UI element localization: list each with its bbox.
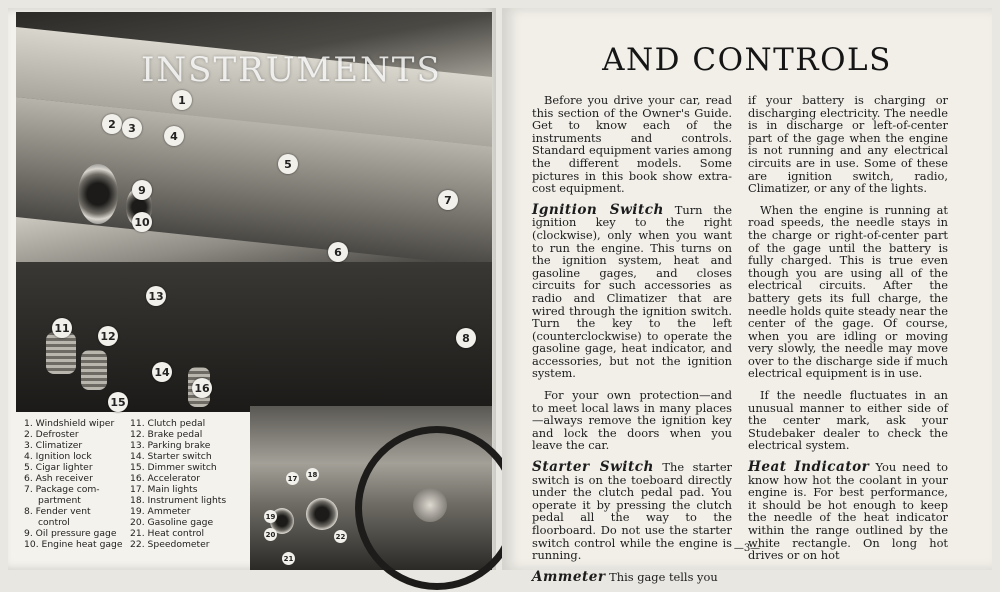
legend-item: partment bbox=[38, 495, 81, 506]
inset-callout-22: 22 bbox=[334, 530, 347, 543]
text-column-1 bbox=[532, 94, 732, 592]
right-page bbox=[502, 8, 992, 585]
legend-item: 12. Brake pedal bbox=[130, 429, 203, 440]
starter-switch-text: The starter switch is on the toeboard directly under the clutch pedal pad. You operate it by pressing the clutch pedal all the way to the floorboard. Do not use the starter switch control while the engine is running. bbox=[532, 460, 733, 563]
intro-paragraph: Before you drive your car, read this section of the Owner's Guide. Get to know each of the instruments and controls. Standard equipment varies among the different models. Some pictures in this book show extra-cost equipment. bbox=[532, 93, 732, 196]
callout-5: 5 bbox=[278, 154, 298, 174]
clutch-pedal-icon bbox=[46, 332, 76, 374]
legend-item: 21. Heat control bbox=[130, 528, 205, 539]
and-controls-title: AND CONTROLS bbox=[602, 42, 892, 78]
road-speed-paragraph: When the engine is running at road speeds, the needle stays in the charge or right-of-center part of the gage until the battery is fully charged. This is true even though you are using all of the electrical circuits. After the battery gets its full charge, the needle holds quite steady near the center of the gage. Of course, when you are idling or moving very slowly, the needle may move over to the discharge side if much electrical equipment is in use. bbox=[748, 202, 948, 381]
legend-item: 19. Ammeter bbox=[130, 506, 191, 517]
legend-column-2 bbox=[130, 418, 240, 550]
starter-switch-heading: Starter Switch bbox=[532, 459, 654, 476]
dashboard-photo bbox=[16, 12, 492, 408]
inset-callout-18: 18 bbox=[306, 468, 319, 481]
speedometer-gauge-icon bbox=[78, 164, 118, 224]
inset-callout-19: 19 bbox=[264, 510, 277, 523]
heat-indicator-heading: Heat Indicator bbox=[748, 459, 870, 476]
page-number: —3— bbox=[733, 543, 761, 554]
callout-3: 3 bbox=[122, 118, 142, 138]
legend-item: 14. Starter switch bbox=[130, 451, 212, 462]
ignition-switch-heading: Ignition Switch bbox=[532, 201, 664, 218]
inset-callout-21: 21 bbox=[282, 552, 295, 565]
legend-item: 2. Defroster bbox=[24, 429, 79, 440]
legend-item: 17. Main lights bbox=[130, 484, 198, 495]
steering-wheel-photo bbox=[250, 406, 492, 570]
legend-item: 16. Accelerator bbox=[130, 473, 201, 484]
callout-13: 13 bbox=[146, 286, 166, 306]
legend-item: 1. Windshield wiper bbox=[24, 418, 115, 429]
callout-2: 2 bbox=[102, 114, 122, 134]
instruments-title: INSTRUMENTS bbox=[141, 50, 442, 90]
callout-4: 4 bbox=[164, 126, 184, 146]
callout-1: 1 bbox=[172, 90, 192, 110]
legend-item: 9. Oil pressure gage bbox=[24, 528, 117, 539]
inset-callout-20: 20 bbox=[264, 528, 277, 541]
ammeter-paragraph bbox=[532, 568, 732, 585]
legend-item: 22. Speedometer bbox=[130, 539, 210, 550]
legend-item: 15. Dimmer switch bbox=[130, 462, 217, 473]
callout-11: 11 bbox=[52, 318, 72, 338]
ignition-switch-paragraph bbox=[532, 201, 732, 381]
ammeter-heading: Ammeter bbox=[532, 568, 606, 585]
text-column-2 bbox=[748, 94, 948, 571]
legend-item: 3. Climatizer bbox=[24, 440, 83, 451]
protection-paragraph: For your own protection—and to meet local laws in many places—always remove the ignition key and lock the doors when you leave the car. bbox=[532, 388, 732, 453]
legend-item: 20. Gasoline gage bbox=[130, 517, 214, 528]
inset-speedometer-icon bbox=[306, 498, 338, 530]
legend-column-1 bbox=[24, 418, 124, 550]
legend-item: 7. Package com- bbox=[24, 484, 100, 495]
callout-12: 12 bbox=[98, 326, 118, 346]
legend-item: 13. Parking brake bbox=[130, 440, 211, 451]
left-page bbox=[8, 8, 496, 570]
callout-14: 14 bbox=[152, 362, 172, 382]
legend-item: 10. Engine heat gage bbox=[24, 539, 123, 550]
legend-item: 4. Ignition lock bbox=[24, 451, 92, 462]
heat-indicator-text: You need to know how hot the coolant in your engine is. For best performance, it should be hot enough to keep the needle of the heat indicator within the range outlined by the white rectangle. On long hot drives or on hot bbox=[748, 460, 948, 563]
inset-callout-17: 17 bbox=[286, 472, 299, 485]
horn-button-icon bbox=[413, 488, 447, 522]
brake-pedal-icon bbox=[81, 350, 107, 390]
callout-7: 7 bbox=[438, 190, 458, 210]
legend-item: 6. Ash receiver bbox=[24, 473, 93, 484]
callout-9: 9 bbox=[132, 180, 152, 200]
legend-item: 5. Cigar lighter bbox=[24, 462, 93, 473]
ammeter-text: This gage tells you bbox=[605, 569, 718, 584]
callout-10: 10 bbox=[132, 212, 152, 232]
ammeter-continued-paragraph: if your battery is charging or discharging electricity. The needle is in discharge or left-of-center part of the gage when the engine is not running and any electrical circuits are in use. Some of these are ignition switch, radio, Climatizer, or any of the lights. bbox=[748, 93, 948, 196]
legend-item: control bbox=[38, 517, 70, 528]
callout-6: 6 bbox=[328, 242, 348, 262]
callout-15: 15 bbox=[108, 392, 128, 412]
booklet-spread bbox=[8, 8, 992, 585]
ignition-switch-text: Turn the ignition key to the right (clockwise), only when you want to run the engine. This turns on the ignition system, heat and gasoline gages, and closes circuits for such accessories as radio and Climatizer that are wired through the ignition switch. Turn the key to the left (counterclockwise) to operate the gasoline gage, heat indicator, and accessories, but not the ignition system. bbox=[532, 202, 732, 381]
callout-16: 16 bbox=[192, 378, 212, 398]
instrument-legend bbox=[24, 418, 244, 550]
needle-fluctuates-paragraph: If the needle fluctuates in an unusual manner to either side of the center mark, ask your Studebaker dealer to check the electrical system. bbox=[748, 388, 948, 453]
legend-item: 8. Fender vent bbox=[24, 506, 91, 517]
legend-item: 11. Clutch pedal bbox=[130, 418, 206, 429]
legend-item: 18. Instrument lights bbox=[130, 495, 227, 506]
callout-8: 8 bbox=[456, 328, 476, 348]
